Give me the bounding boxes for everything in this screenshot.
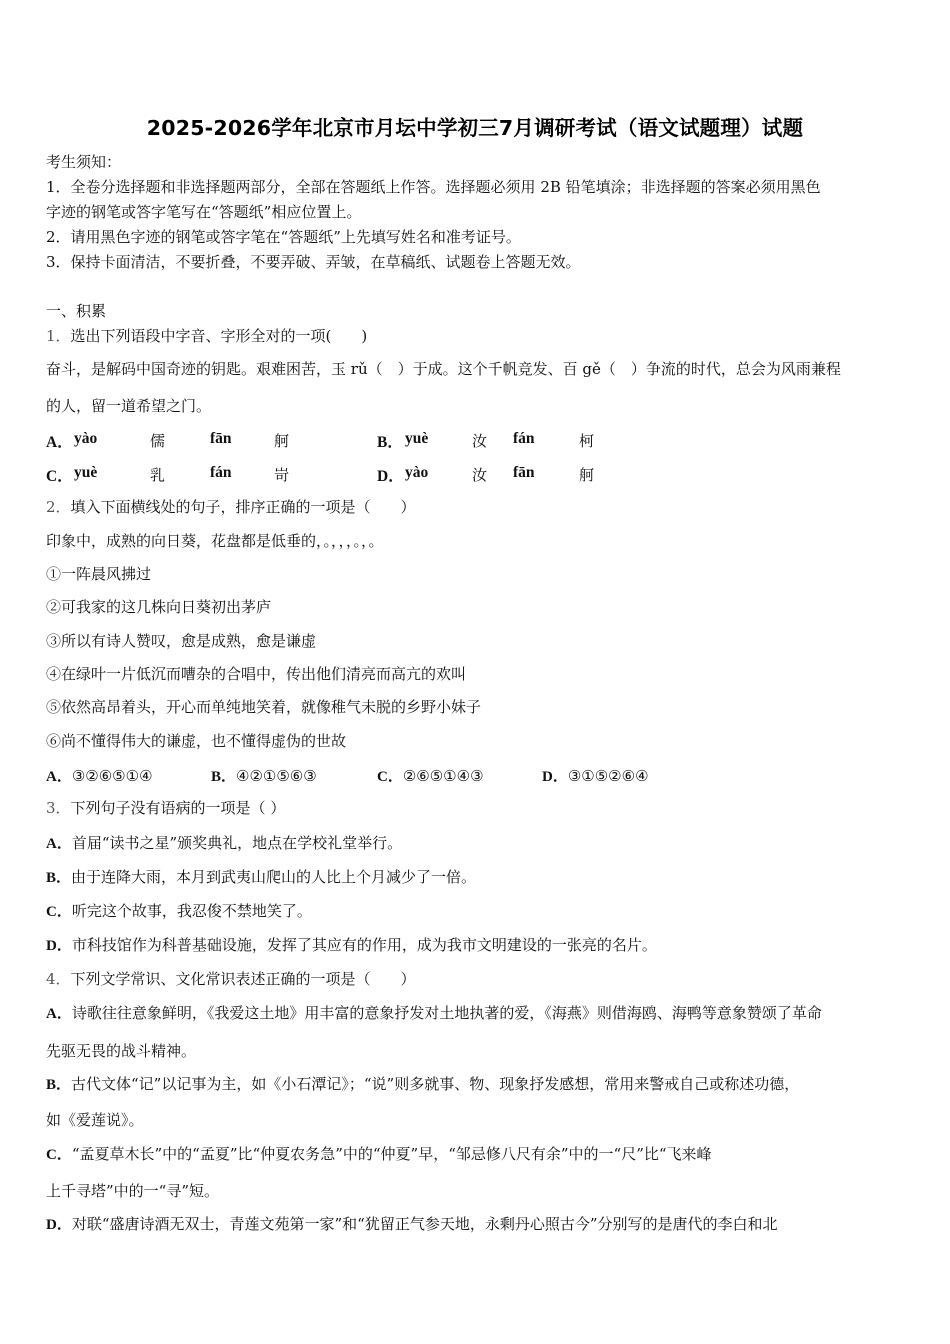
question-1-passage-line-1: 奋斗，是解码中国奇迹的钥匙。艰难困苦，玉 rǔ（ ）于成。这个千帆竞发、百 gě（ ）争流的时代，总会为风雨兼程	[46, 360, 841, 378]
exam-page: 2025-2026学年北京市月坛中学初三7月调研考试（语文试题理）试题 考生须知： 1．全卷分选择题和非选择题两部分，全部在答题纸上作答。选择题必须用 2B 铅笔填涂；非选择题的答案必须用黑色 字迹的钢笔或答字笔写在“答题纸”相应位置上。 2．请用黑色字迹的钢笔或答字笔在“答题纸”上先填写姓名和准考证号。 3．保持卡面清洁，不要折叠，不要弄破、弄皱，在草稿纸、试题卷上答题无效。 一、积累 1．选出下列语段中字音、字形全对的一项( ) 奋斗，是解码中国奇迹的钥匙。艰难困苦，玉 rǔ（ ）于成。这个千帆竞发、百 gě（ ）争流的时代，总会为风雨兼程 的人，留一道希望之门。 A． yào 儒 fān 舸 B． yuè 汝 fán 柯 C． yuè 乳 fán 岢 D． yào 汝 fān 舸 2．填入下面横线处的句子，排序正确的一项是（ ） 印象中，成熟的向日葵，花盘都是低垂的，。，，，。，。 ①一阵晨风拂过 ②可我家的这几株向日葵初出茅庐 ③所以有诗人赞叹，愈是成熟，愈是谦虚 ④在绿叶一片低沉而嘈杂的合唱中，传出他们清亮而高亢的欢叫 ⑤依然高昂着头，开心而单纯地笑着，就像稚气未脱的乡野小妹子 ⑥尚不懂得伟大的谦虚，也不懂得虚伪的世故 A．③②⑥⑤①④ B．④②①⑤⑥③ C．②⑥⑤①④③ D．③①⑤②⑥④ 3．下列句子没有语病的一项是（ ） A．首届“读书之星”颁奖典礼，地点在学校礼堂举行。 B．由于连降大雨，本月到武夷山爬山的人比上个月减少了一倍。 C．听完这个故事，我忍俊不禁地笑了。 D．市科技馆作为科普基础设施，发挥了其应有的作用，成为我市文明建设的一张亮的名片。 4．下列文学常识、文化常识表述正确的一项是（ ） A．诗歌往往意象鲜明，《我爱这土地》用丰富的意象抒发对土地执著的爱，《海燕》则借海鸥、海鸭等意象赞颂了革命 先驱无畏的战斗精神。 B．古代文体“记”以记事为主，如《小石潭记》；“说”则多就事、物、现象抒发感想，常用来警戒自己或称述功德， 如《爱莲说》。 C．“孟夏草木长”中的“孟夏”比“仲夏农务急”中的“仲夏”早，“邹忌修八尺有余”中的一“尺”比“飞来峰 上千寻塔”中的一“寻”短。 D．对联“盛唐诗酒无双士，青莲文苑第一家”和“犹留正气参天地，永剩丹心照古今”分别写的是唐代的李白和北	[0, 0, 950, 1344]
question-2-option-d: D．③①⑤②⑥④	[542, 767, 649, 785]
question-2-option-a: A．③②⑥⑤①④	[46, 767, 153, 785]
question-3-option-a: A．首届“读书之星”颁奖典礼，地点在学校礼堂举行。	[46, 834, 403, 852]
question-1-stem	[46, 326, 367, 346]
question-3-option-b: B．由于连降大雨，本月到武夷山爬山的人比上个月减少了一倍。	[46, 868, 477, 886]
question-2-sentence-1: ①一阵晨风拂过	[46, 565, 152, 583]
question-4-option-a: A．诗歌往往意象鲜明，《我爱这土地》用丰富的意象抒发对土地执著的爱，《海燕》则借海鸥、海鸭等意象赞颂了革命	[46, 1004, 822, 1022]
notice-heading: 考生须知：	[46, 153, 122, 171]
question-4-option-b-cont: 如《爱莲说》。	[46, 1111, 144, 1129]
question-2-passage: 印象中，成熟的向日葵，花盘都是低垂的，。，，，。，。	[46, 532, 384, 550]
document-title: 2025-2026学年北京市月坛中学初三7月调研考试（语文试题理）试题	[146, 116, 804, 140]
question-3-stem: 3．下列句子没有语病的一项是（ ）	[46, 799, 286, 817]
notice-item-3: 3．保持卡面清洁，不要折叠，不要弄破、弄皱，在草稿纸、试题卷上答题无效。	[46, 253, 581, 271]
question-4-option-c: C．“孟夏草木长”中的“孟夏”比“仲夏农务急”中的“仲夏”早，“邹忌修八尺有余”中的一“尺”比“飞来峰	[46, 1145, 712, 1163]
notice-item-1-cont: 字迹的钢笔或答字笔写在“答题纸”相应位置上。	[46, 203, 362, 221]
question-2-stem: 2．填入下面横线处的句子，排序正确的一项是（ ）	[46, 498, 416, 516]
question-2-sentence-4: ④在绿叶一片低沉而嘈杂的合唱中，传出他们清亮而高亢的欢叫	[46, 665, 467, 683]
question-number: 1．	[46, 327, 71, 345]
question-4-option-c-cont: 上千寻塔”中的一“寻”短。	[46, 1182, 220, 1200]
question-3-option-c: C．听完这个故事，我忍俊不禁地笑了。	[46, 902, 312, 920]
question-2-option-c: C．②⑥⑤①④③	[377, 767, 484, 785]
notice-item-2: 2．请用黑色字迹的钢笔或答字笔在“答题纸”上先填写姓名和准考证号。	[46, 228, 521, 246]
question-1-passage-line-2: 的人，留一道希望之门。	[46, 397, 212, 415]
question-2-sentence-6: ⑥尚不懂得伟大的谦虚，也不懂得虚伪的世故	[46, 732, 347, 750]
question-2-sentence-5: ⑤依然高昂着头，开心而单纯地笑着，就像稚气未脱的乡野小妹子	[46, 698, 482, 716]
question-3-option-d: D．市科技馆作为科普基础设施，发挥了其应有的作用，成为我市文明建设的一张亮的名片。	[46, 936, 657, 954]
question-4-option-b: B．古代文体“记”以记事为主，如《小石潭记》；“说”则多就事、物、现象抒发感想，常用来警戒自己或称述功德，	[46, 1075, 800, 1093]
question-4-option-d: D．对联“盛唐诗酒无双士，青莲文苑第一家”和“犹留正气参天地，永剩丹心照古今”分别写的是唐代的李白和北	[46, 1215, 778, 1233]
question-2-sentence-3: ③所以有诗人赞叹，愈是成熟，愈是谦虚	[46, 632, 317, 650]
question-2-sentence-2: ②可我家的这几株向日葵初出茅庐	[46, 598, 272, 616]
question-4-option-a-cont: 先驱无畏的战斗精神。	[46, 1042, 197, 1060]
question-2-option-b: B．④②①⑤⑥③	[211, 767, 317, 785]
section-heading: 一、积累	[46, 302, 107, 320]
notice-item-1: 1．全卷分选择题和非选择题两部分，全部在答题纸上作答。选择题必须用 2B 铅笔填涂；非选择题的答案必须用黑色	[46, 178, 821, 196]
question-4-stem: 4．下列文学常识、文化常识表述正确的一项是（ ）	[46, 970, 416, 988]
question-stem: 选出下列语段中字音、字形全对的一项( )	[70, 327, 368, 345]
